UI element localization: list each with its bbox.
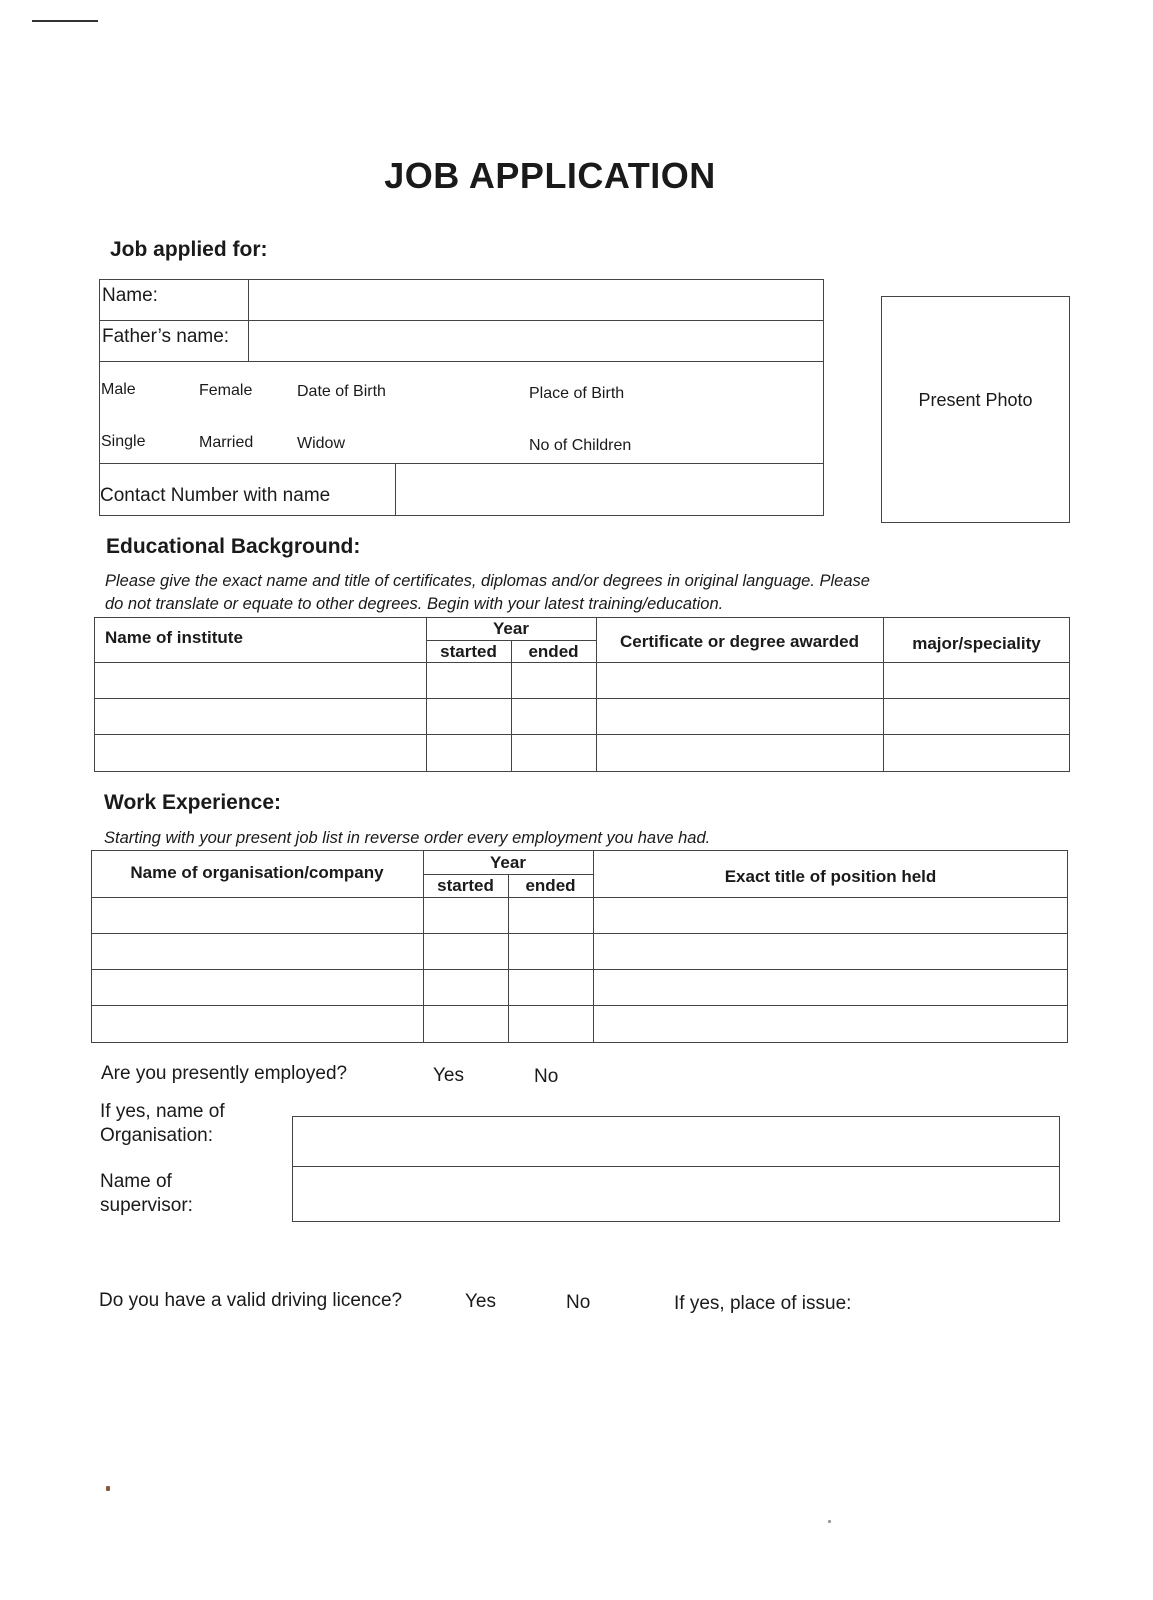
education-instructions-line1: Please give the exact name and title of certificates, diplomas and/or degrees in original language. Please (105, 572, 870, 590)
col-company: Name of organisation/company (130, 863, 384, 882)
female-option[interactable]: Female (199, 382, 253, 399)
col-major: major/speciality (912, 634, 1041, 653)
page-title: JOB APPLICATION (384, 155, 716, 196)
licence-no-option[interactable]: No (566, 1292, 591, 1313)
driving-licence-question: Do you have a valid driving licence? (99, 1290, 403, 1311)
presently-employed-question: Are you presently employed? (101, 1063, 348, 1084)
date-of-birth-label: Date of Birth (297, 383, 386, 400)
col-ended: ended (528, 642, 579, 661)
supervisor-field[interactable] (295, 1169, 1057, 1219)
supervisor-label-line1: Name of (100, 1171, 172, 1192)
supervisor-label-line2: supervisor: (100, 1195, 193, 1216)
col-started: started (440, 642, 497, 661)
present-photo-label: Present Photo (918, 390, 1033, 410)
father-name-field[interactable] (252, 323, 820, 359)
col-work-year: Year (490, 853, 526, 872)
organisation-label-line2: Organisation: (100, 1125, 214, 1146)
licence-yes-option[interactable]: Yes (465, 1291, 496, 1312)
education-heading: Educational Background: (106, 535, 361, 558)
employed-no-option[interactable]: No (534, 1066, 559, 1087)
col-position: Exact title of position held (724, 867, 937, 886)
organisation-label-line1: If yes, name of (100, 1101, 225, 1122)
widow-option[interactable]: Widow (297, 435, 346, 452)
col-work-started: started (437, 876, 494, 895)
contact-number-field[interactable] (399, 466, 820, 513)
scan-mark (32, 20, 98, 22)
father-name-label: Father’s name: (102, 326, 230, 347)
scan-speck (106, 1486, 110, 1491)
name-field[interactable] (252, 282, 820, 318)
employed-yes-option[interactable]: Yes (433, 1065, 464, 1086)
married-option[interactable]: Married (199, 434, 254, 451)
col-work-ended: ended (525, 876, 576, 895)
place-of-birth-label: Place of Birth (529, 385, 625, 402)
education-instructions-line2: do not translate or equate to other degrees. Begin with your latest training/education. (105, 595, 724, 613)
organisation-field[interactable] (295, 1119, 1057, 1164)
male-option[interactable]: Male (101, 381, 136, 398)
number-of-children-label: No of Children (529, 437, 632, 454)
name-label: Name: (102, 285, 158, 306)
col-year: Year (493, 619, 529, 638)
place-of-issue-label: If yes, place of issue: (674, 1293, 852, 1314)
work-heading: Work Experience: (104, 791, 282, 814)
col-institute: Name of institute (105, 628, 243, 647)
single-option[interactable]: Single (101, 433, 146, 450)
job-applied-for-label: Job applied for: (110, 238, 268, 261)
work-instructions: Starting with your present job list in reverse order every employment you have had. (104, 829, 711, 847)
contact-number-label: Contact Number with name (100, 485, 331, 506)
col-certificate: Certificate or degree awarded (619, 632, 860, 651)
scan-speck (828, 1520, 831, 1523)
